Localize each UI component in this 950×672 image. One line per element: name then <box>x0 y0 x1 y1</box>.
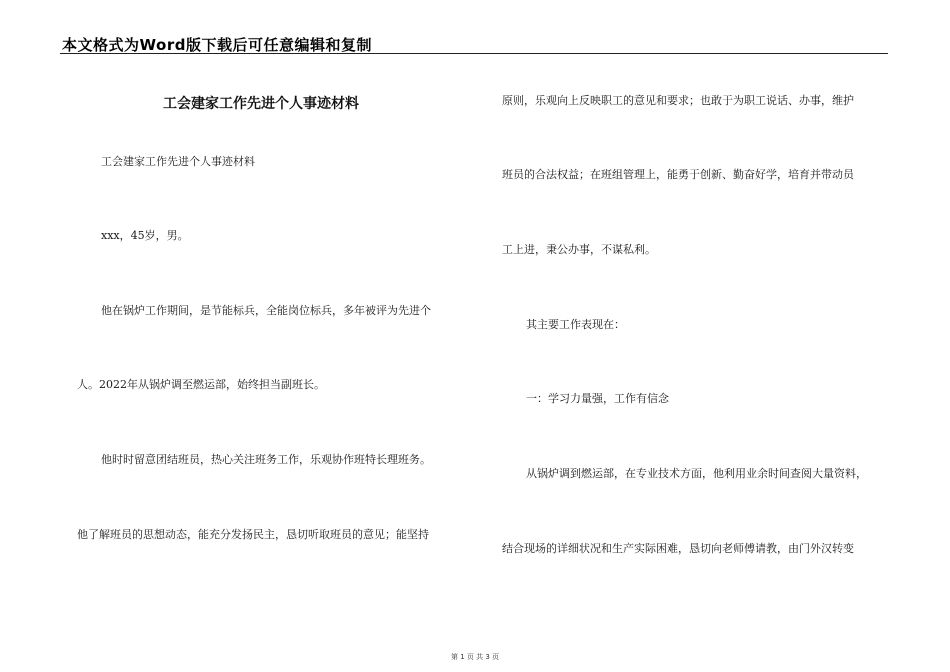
banner-divider <box>60 53 888 54</box>
left-line-subtitle: 工会建家工作先进个人事迹材料 <box>101 155 255 168</box>
download-banner: 本文格式为Word版下载后可任意编辑和复制 <box>62 36 372 54</box>
right-line-heading: 其主要工作表现在： <box>526 318 625 331</box>
right-line-paragraph: 工上进，秉公办事，不谋私利。 <box>502 243 656 256</box>
left-line-paragraph: 他时时留意团结班员，热心关注班务工作，乐观协作班特长理班务。 <box>101 453 431 466</box>
page-number: 第 1 页 共 3 页 <box>450 653 500 661</box>
left-line-paragraph: 他在锅炉工作期间，是节能标兵，全能岗位标兵，多年被评为先进个 <box>101 304 431 317</box>
right-line-paragraph: 原则，乐观向上反映职工的意见和要求；也敢于为职工说话、办事，维护 <box>502 94 854 107</box>
right-line-paragraph: 结合现场的详细状况和生产实际困难，恳切向老师傅请教，由门外汉转变 <box>502 542 854 555</box>
right-line-paragraph: 班员的合法权益；在班组管理上，能勇于创新、勤奋好学，培育并带动员 <box>502 168 854 181</box>
right-line-paragraph: 从锅炉调到燃运部，在专业技术方面，他利用业余时间查阅大量资料， <box>526 467 867 480</box>
right-line-section-heading: 一：学习力量强，工作有信念 <box>526 392 669 405</box>
left-line-paragraph: 他了解班员的思想动态，能充分发扬民主，恳切听取班员的意见；能坚持 <box>77 528 429 541</box>
left-line-paragraph: 人。2022年从锅炉调至燃运部，始终担当副班长。 <box>77 378 325 391</box>
document-title: 工会建家工作先进个人事迹材料 <box>163 96 359 112</box>
left-line-person: xxx，45岁，男。 <box>101 229 189 242</box>
